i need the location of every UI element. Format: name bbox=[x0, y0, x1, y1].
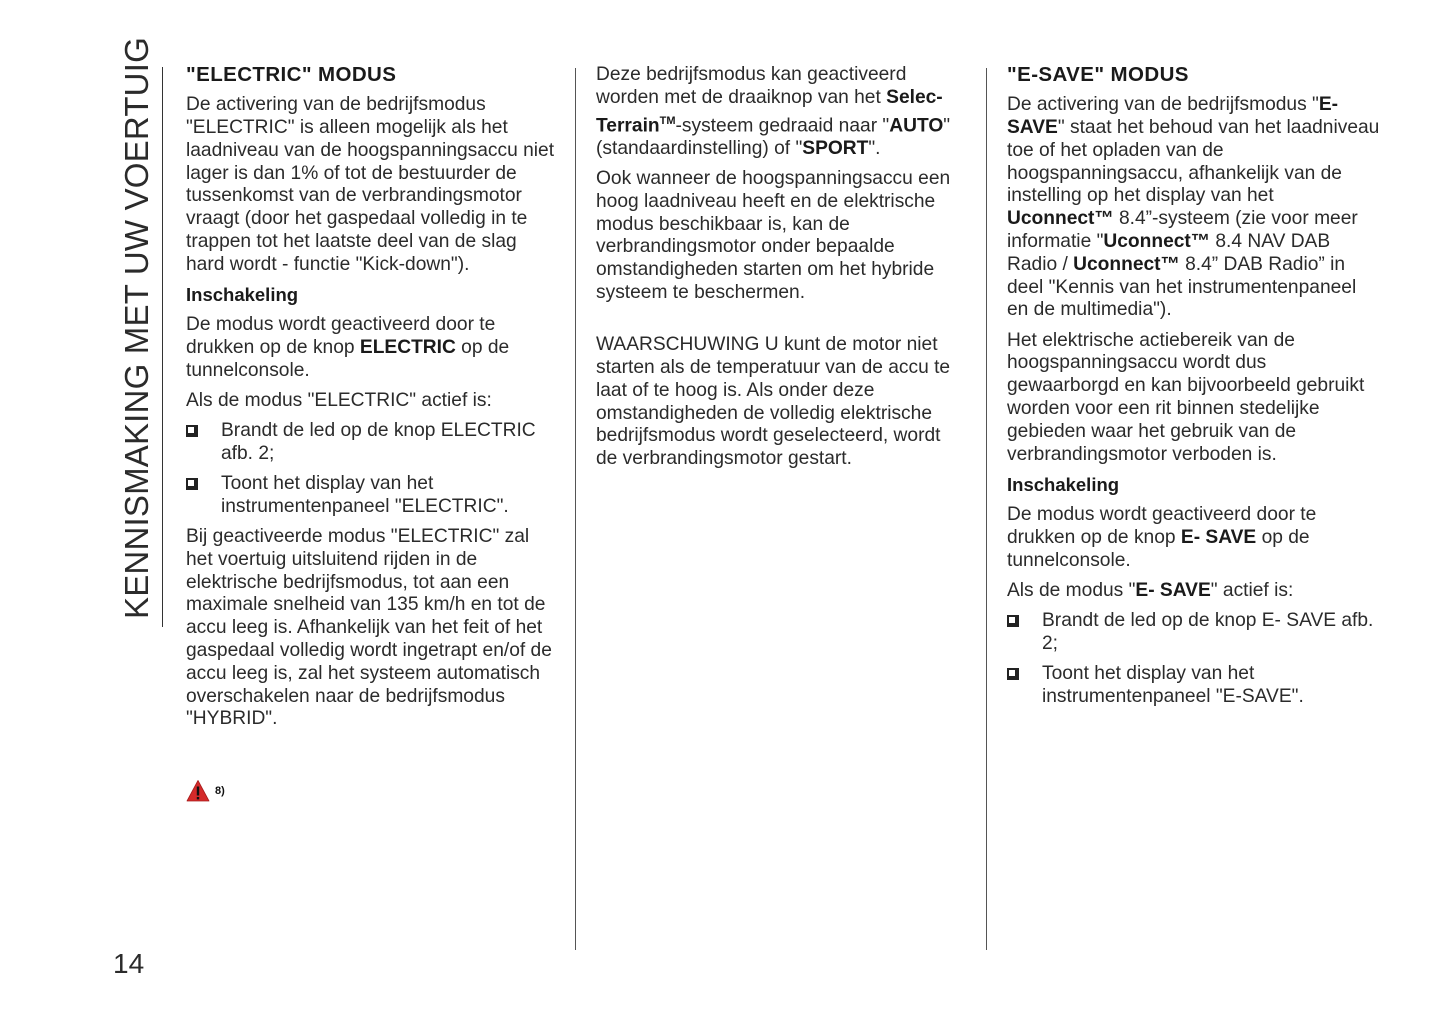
column-continuation bbox=[596, 64, 966, 478]
electric-intro: De activering van de bedrijfsmodus "ELECTRIC" is alleen mogelijk als het laadniveau van de hoogspanningsaccu niet lager is dan 1% of tot de bestuurder de tussenkomst van de verbrandingsmotor vraagt (door het gaspedaal volledig in te trappen tot het laatste deel van de slag hard wordt - functie "Kick-down"). bbox=[186, 94, 555, 275]
list-item: Brandt de led op de knop ELECTRIC afb. 2; bbox=[186, 420, 556, 466]
esave-activation: De modus wordt geactiveerd door te drukken op de knop E- SAVE op de tunnelconsole. bbox=[1007, 503, 1317, 571]
selec-terrain-paragraph: Deze bedrijfsmodus kan geactiveerd worden met de draaiknop van het Selec-Terrain™-systeem gedraaid naar "AUTO" (standaardinstelling) of "SPORT". bbox=[596, 64, 951, 159]
warning-reference bbox=[186, 779, 225, 803]
esave-intro: De activering van de bedrijfsmodus "E-SAVE" staat het behoud van het laadniveau toe of het opladen van de hoogspanningsaccu, afhankelijk van de instelling op het display van het Uconnect™ 8.4”-systeem (zie voor meer informatie "Uconnect™ 8.4 NAV DAB Radio / Uconnect™ 8.4” DAB Radio” in deel "Kennis van het instrumentenpaneel en de multimedia"). bbox=[1007, 94, 1380, 321]
subheading-inschakeling: Inschakeling bbox=[1007, 473, 1120, 495]
esave-active-when: Als de modus "E- SAVE" actief is: bbox=[1007, 579, 1294, 601]
column-esave-modus bbox=[1007, 64, 1382, 716]
checkbox-bullet-icon bbox=[186, 425, 198, 437]
chapter-title-text: KENNISMAKING MET UW VOERTUIG bbox=[118, 37, 155, 619]
list-item: Toont het display van het instrumentenpaneel "E-SAVE". bbox=[1007, 663, 1382, 709]
column-divider-1 bbox=[575, 68, 576, 950]
section-heading-electric: "ELECTRIC" MODUS bbox=[186, 63, 397, 86]
list-item: Brandt de led op de knop E- SAVE afb. 2; bbox=[1007, 610, 1382, 656]
subheading-inschakeling: Inschakeling bbox=[186, 283, 299, 305]
checkbox-bullet-icon bbox=[186, 478, 198, 490]
electric-closing: Bij geactiveerde modus "ELECTRIC" zal het voertuig uitsluitend rijden in de elektrische bedrijfsmodus, tot aan een maximale snelheid van 135 km/h en tot de accu leeg is. Afhankelijk van het feit of het gaspedaal volledig wordt ingetrapt en/of de accu leeg is, zal het systeem automatisch overschakelen naar de bedrijfsmodus "HYBRID". bbox=[186, 526, 552, 730]
warning-paragraph: WAARSCHUWING U kunt de motor niet starten als de temperatuur van de accu te laat of te hoog is. Als onder deze omstandigheden de volledig elektrische bedrijfsmodus wordt geselecteerd, wordt de verbrandingsmotor gestart. bbox=[596, 334, 951, 470]
checkbox-bullet-icon bbox=[1007, 615, 1019, 627]
column-electric-modus bbox=[186, 64, 556, 739]
warning-triangle-icon bbox=[186, 779, 210, 803]
electric-active-when: Als de modus "ELECTRIC" actief is: bbox=[186, 389, 492, 411]
chapter-title-vertical bbox=[110, 37, 163, 627]
page-number: 14 bbox=[113, 948, 145, 979]
esave-range-paragraph: Het elektrische actiebereik van de hoogspanningsaccu wordt dus gewaarborgd en kan bijvoorbeeld gebruikt worden voor een rit binnen stedelijke gebieden waar het gebruik van de verbrandingsmotor verboden is. bbox=[1007, 329, 1365, 465]
warning-ref-number: 8) bbox=[215, 785, 225, 797]
section-heading-esave: "E-SAVE" MODUS bbox=[1007, 63, 1189, 86]
electric-activation: De modus wordt geactiveerd door te drukken op de knop ELECTRIC op de tunnelconsole. bbox=[186, 314, 510, 381]
battery-protection-paragraph: Ook wanneer de hoogspanningsaccu een hoog laadniveau heeft en de elektrische modus beschikbaar is, kan de verbrandingsmotor onder bepaalde omstandigheden starten om het hybride systeem te beschermen. bbox=[596, 167, 951, 303]
checkbox-bullet-icon bbox=[1007, 668, 1019, 680]
column-divider-2 bbox=[986, 68, 987, 950]
list-item: Toont het display van het instrumentenpaneel "ELECTRIC". bbox=[186, 473, 556, 519]
